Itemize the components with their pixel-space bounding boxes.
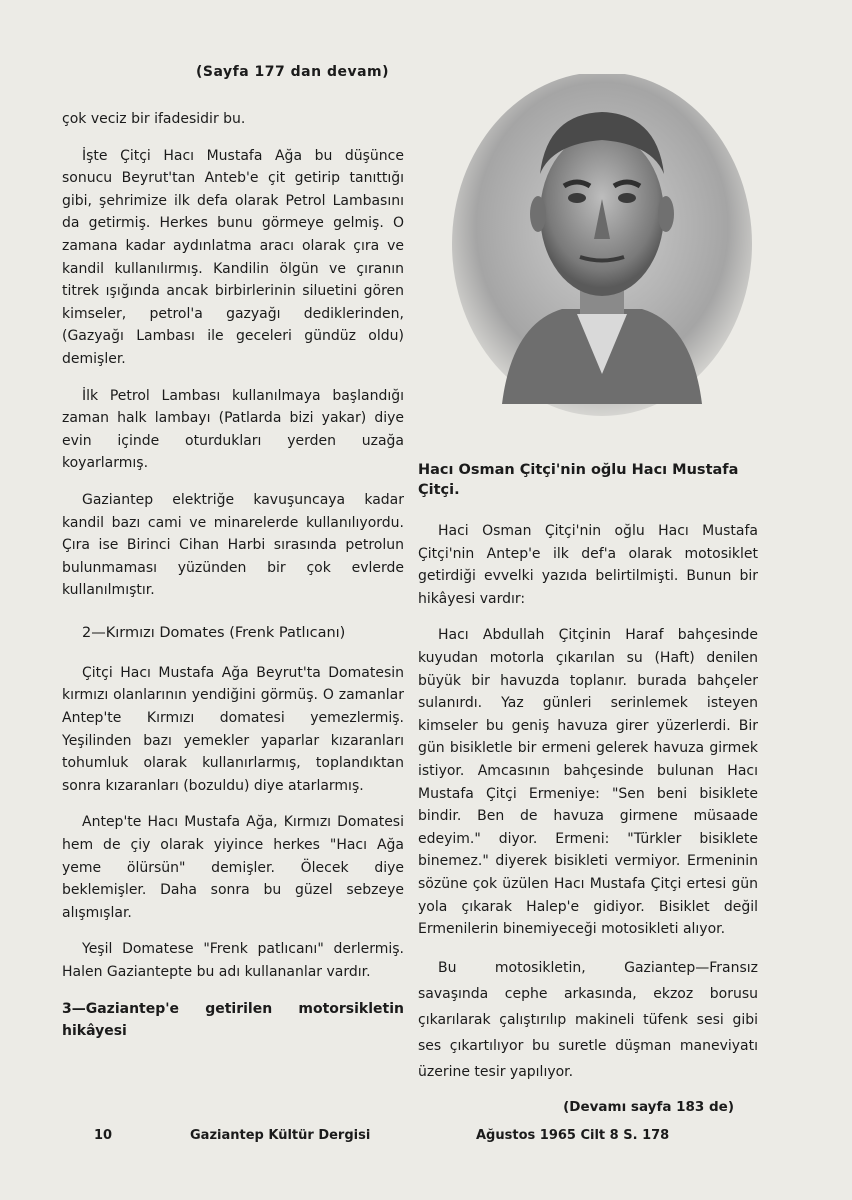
paragraph: Gaziantep elektriğe kavuşuncaya kadar kandil bazı cami ve minarelerde kullanılıyordu. Çıra ise Birinci Cihan Harbi sırasında petrolun bulunmaması yüzünden bir çok evlerde kullanılmıştır. xyxy=(62,491,404,599)
photo-caption: Hacı Osman Çitçi'nin oğlu Hacı Mustafa Çitçi. xyxy=(418,462,739,498)
continued-note: (Devamı sayfa 183 de) xyxy=(563,1098,734,1115)
continued-from-note: (Sayfa 177 dan devam) xyxy=(196,64,390,80)
paragraph: Bu motosikletin, Gaziantep—Fransız savaşında cephe arkasında, ekzoz borusu çıkarılarak çalıştırılıp makineli tüfenk sesi gibi ses çıkartılıyor bu suretle düşman maneviyatı üzerine tesir yapılıyor. xyxy=(418,959,758,1080)
paragraph: Yeşil Domatese "Frenk patlıcanı" derlermiş. Halen Gaziantepte bu adı kullananlar vardır. xyxy=(62,941,404,980)
magazine-title: Gaziantep Kültür Dergisi xyxy=(190,1128,371,1143)
section-heading: 3—Gaziantep'e getirilen motorsikletin hikâyesi xyxy=(62,1000,404,1040)
page-number: 10 xyxy=(94,1128,113,1143)
paragraph: İşte Çitçi Hacı Mustafa Ağa bu düşünce sonucu Beyrut'tan Anteb'e çit getirip tanıttığı gibi, şehrimize ilk defa olarak Petrol Lambasını da getirmiş. Herkes bunu görmeye gelmiş. O zamana kadar aydınlatma aracı olarak çıra ve kandil kullanılırmış. Kandilin ölgün ve çıranın titrek ışığında ancak birbirlerinin siluetini gören kimseler, petrol'a gazyağı dediklerinden, (Gazyağı Lambası ile geceleri gündüz oldu) demişler. xyxy=(62,147,404,367)
issue-info: Ağustos 1965 Cilt 8 S. 178 xyxy=(476,1128,670,1143)
portrait-photo xyxy=(452,74,752,419)
paragraph: Antep'te Hacı Mustafa Ağa, Kırmızı Domatesi hem de çiy olarak yiyince herkes "Hacı Ağa yeme ölürsün" demişler. Ölecek diye beklemişler. Daha sonra bu güzel sebzeye alışmışlar. xyxy=(62,814,404,921)
paragraph: çok veciz bir ifadesidir bu. xyxy=(62,111,246,127)
left-column xyxy=(62,108,404,1057)
paragraph: Çitçi Hacı Mustafa Ağa Beyrut'ta Domatesin kırmızı olanlarının yendiğini görmüş. O zamanlar Antep'te Kırmızı domatesi yemezlermiş. Yeşilinden bazı yemekler yaparlar kızaranları tohumluk olarak kullanırlarmış, toplandıktan sonra kızaranları (bozuldu) diye atarlarmış. xyxy=(62,664,404,794)
paragraph: Hacı Abdullah Çitçinin Haraf bahçesinde kuyudan motorla çıkarılan su (Haft) denilen büyük bir havuzda toplanır. burada bahçeler sulanırdı. Yaz günleri serinlemek isteyen kimseler bu geniş havuza girer yüzerlerdi. Bir gün bisikletle bir ermeni gelerek havuza girmek istiyor. Amcasının bahçesinde bulunan Hacı Mustafa Çitçi Ermeniye: "Sen beni bisiklete bindir. Ben de havuza girmene müsaade edeyim." diyor. Ermeni: "Türkler bisiklete binemez." diyerek bisikleti vermiyor. Ermeninin sözüne çok üzülen Hacı Mustafa Çitçi ertesi gün yola çıkarak Halep'e gidiyor. Bisiklet değil Ermenilerin binemiyeceği motosikleti alıyor. xyxy=(418,627,758,938)
right-column xyxy=(418,460,758,1115)
section-heading: 2—Kırmızı Domates (Frenk Patlıcanı) xyxy=(82,624,346,641)
paragraph: Haci Osman Çitçi'nin oğlu Hacı Mustafa Çitçi'nin Antep'e ilk def'a olarak motosiklet getirdiği evvelki yazıda belirtilmişti. Bunun bir hikâyesi vardır: xyxy=(418,523,758,607)
paragraph: İlk Petrol Lambası kullanılmaya başlandığı zaman halk lambayı (Patlarda bizi yakar) diye evin içinde oturdukları yerden uzağa koyarlarmış. xyxy=(62,387,404,472)
portrait-image xyxy=(452,74,752,419)
